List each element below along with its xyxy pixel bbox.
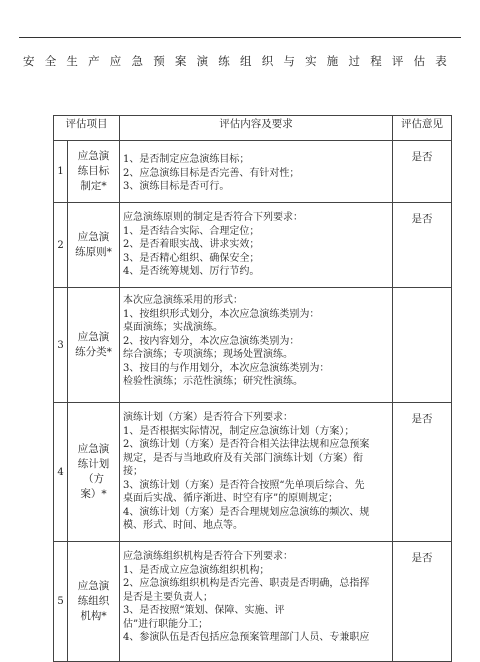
content-line: 综合演练；专项演练；现场处置演练。	[123, 349, 293, 360]
content-line: 3、是否按照“策划、保障、实施、评	[123, 605, 285, 616]
header-content: 评估内容及要求	[120, 116, 393, 141]
item-line: 应急演	[77, 331, 110, 343]
item-cell	[68, 288, 120, 403]
page-title: 安全生产应急预案演练组织与实施过程评估表	[23, 54, 457, 68]
content-line: 3、是否精心组织、确保安全；	[123, 252, 260, 264]
item-line: 应急演	[77, 443, 110, 455]
content-line: 桌面后实战、循序渐进、时空有序”的原则规定；	[123, 493, 339, 504]
content-line: 桌面演练；实战演练。	[123, 322, 223, 333]
item-cell	[68, 141, 120, 203]
content-line: 1、按组织形式划分，本次应急演练类别为：	[123, 308, 320, 320]
content-line: 1、是否制定应急演练目标；	[123, 154, 250, 165]
header-item: 评估项目	[54, 116, 120, 141]
opinion-cell	[393, 288, 452, 403]
table-row	[54, 203, 452, 288]
row-number: 4	[54, 403, 68, 542]
content-line: 演练计划（方案）是否符合下列要求：	[123, 412, 293, 423]
item-line: 练目标	[77, 165, 110, 177]
table-header-row	[54, 116, 452, 141]
item-cell	[68, 403, 120, 542]
content-line: 接；	[123, 466, 143, 477]
content-cell	[120, 542, 393, 662]
row-number: 3	[54, 288, 68, 403]
item-line: （方	[83, 473, 104, 485]
row-number: 2	[54, 203, 68, 288]
content-line: 3、按目的与作用划分，本次应急演练类别为：	[123, 362, 330, 374]
opinion-cell: 是否	[393, 403, 452, 542]
content-line: 4、是否统筹规划、厉行节约。	[123, 266, 260, 277]
opinion-cell: 是否	[393, 141, 452, 203]
opinion-cell: 是否	[393, 542, 452, 662]
table-row	[54, 542, 452, 662]
item-cell	[68, 203, 120, 288]
content-line: 1、是否结合实际、合理定位；	[123, 225, 260, 237]
content-cell	[120, 288, 393, 403]
content-line: 应急演练原则的制定是否符合下列要求：	[123, 212, 303, 223]
content-cell	[120, 203, 393, 288]
table-row	[54, 288, 452, 403]
item-line: 练组织	[77, 595, 110, 607]
content-line: 3、演练目标是否可行。	[123, 181, 230, 192]
top-rule	[19, 37, 461, 38]
item-line: 练分类*	[75, 346, 112, 358]
table-row	[54, 141, 452, 203]
item-cell	[68, 542, 120, 662]
content-line: 3、演练计划（方案）是否符合按照“先单项后综合、先	[123, 479, 365, 491]
opinion-cell: 是否	[393, 203, 452, 288]
content-line: 2、是否着眼实战、讲求实效；	[123, 239, 260, 250]
evaluation-table	[53, 115, 452, 662]
content-line: 1、是否根据实际情况，制定应急演练计划（方案）；	[123, 425, 355, 437]
item-line: 练计划	[77, 458, 110, 470]
content-line: 规定，是否与当地政府及有关部门演练计划（方案）衔	[123, 452, 363, 464]
content-line: 是否是主要负责人；	[123, 591, 213, 603]
content-cell	[120, 403, 393, 542]
item-line: 应急演	[77, 150, 110, 162]
content-line: 4、演练计划（方案）是否合理规划应急演练的频次、规	[123, 506, 370, 518]
content-line: 1、是否成立应急演练组织机构；	[123, 564, 270, 576]
item-line: 案）*	[80, 488, 107, 500]
content-line: 检验性演练；示范性演练；研究性演练。	[123, 376, 303, 387]
content-line: 估”进行职能分工；	[123, 618, 209, 630]
item-line: 练原则*	[75, 246, 112, 258]
content-line: 本次应急演练采用的形式：	[123, 295, 243, 306]
item-line: 应急演	[77, 580, 110, 592]
content-cell	[120, 141, 393, 203]
content-line: 4、参演队伍是否包括应急预案管理部门人员、专兼职应	[123, 632, 370, 643]
content-line: 2、按内容划分，本次应急演练类别为：	[123, 335, 300, 347]
header-opinion: 评估意见	[393, 116, 452, 141]
content-line: 2、演练计划（方案）是否符合相关法律法规和应急预案	[123, 439, 370, 450]
item-line: 应急演	[77, 231, 110, 243]
item-line: 制定*	[80, 180, 107, 192]
row-number: 5	[54, 542, 68, 662]
content-line: 应急演练组织机构是否符合下列要求：	[123, 551, 293, 562]
content-line: 2、应急演练组织机构是否完善、职责是否明确，总指挥	[123, 578, 370, 589]
row-number: 1	[54, 141, 68, 203]
item-line: 机构*	[80, 610, 107, 622]
content-line: 模、形式、时间、地点等。	[123, 520, 243, 531]
content-line: 2、应急演练目标是否完善、有针对性；	[123, 167, 300, 179]
table-row	[54, 403, 452, 542]
